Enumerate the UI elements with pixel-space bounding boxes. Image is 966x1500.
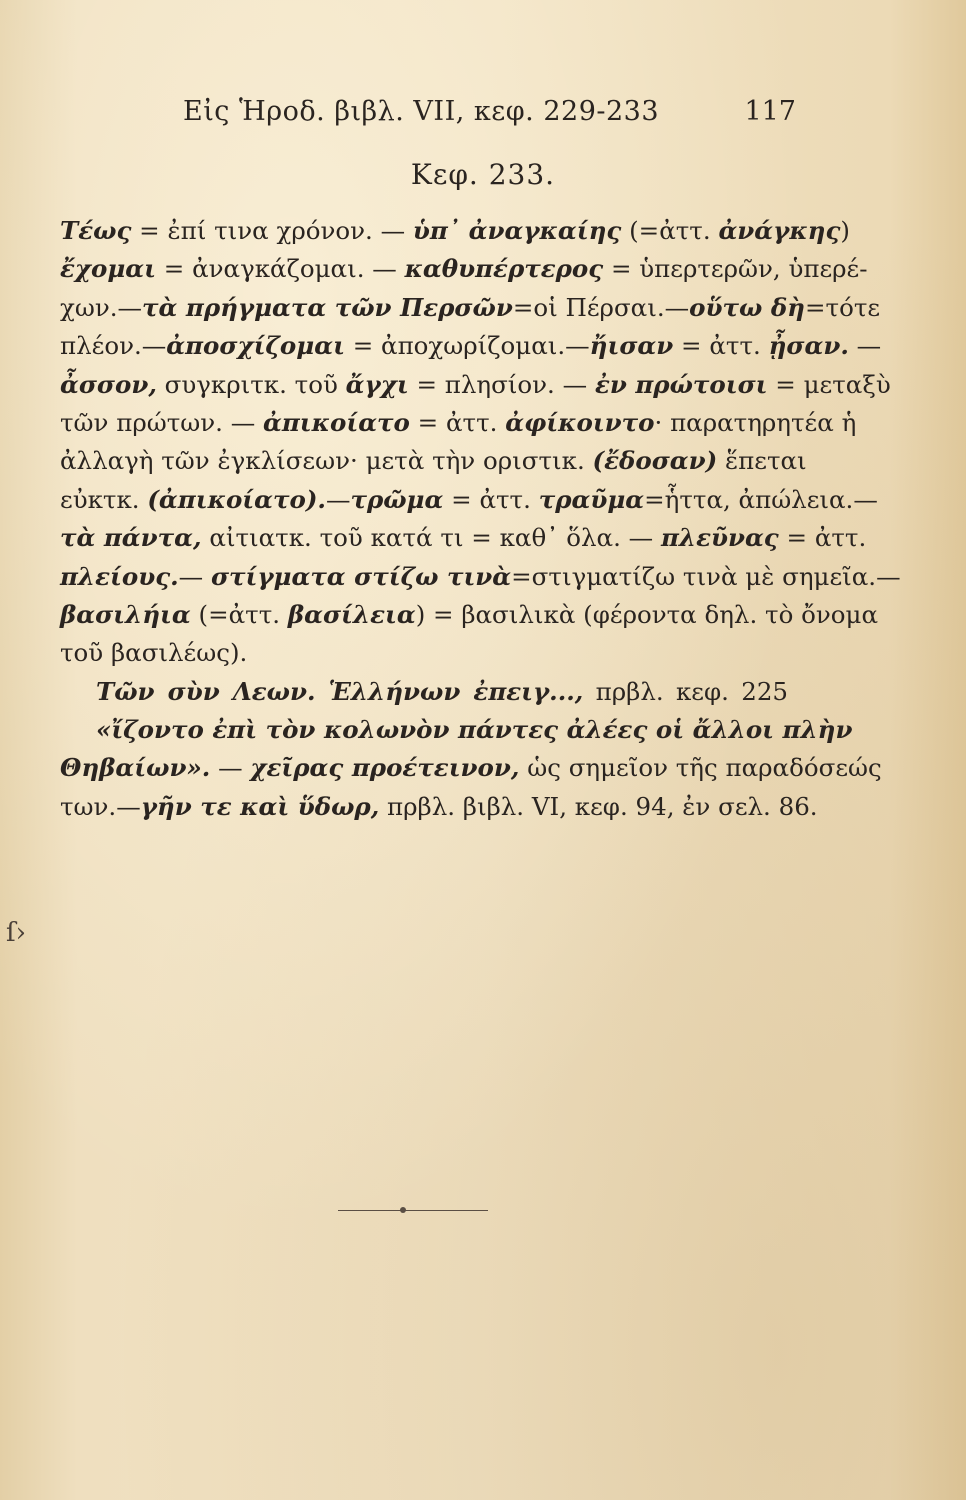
lemma-term: οὕτω δὴ <box>689 292 805 322</box>
gloss-text: ) <box>840 216 850 245</box>
lemma-term: τρῶμα <box>350 484 444 514</box>
lemma-term: (ἀπικοίατο). <box>147 484 326 514</box>
gloss-text: = πλησίον. — <box>408 369 595 399</box>
text-line <box>60 404 857 442</box>
lemma-term: ἀνάγκης <box>718 216 841 245</box>
lemma-term: πλεῦνας <box>660 523 779 553</box>
lemma-term: «ἴζοντο ἐπὶ τὸν κολωνὸν πάντες ἀλέες οἱ ἄλλοι πλὴν <box>96 715 853 745</box>
lemma-term: τὰ πάντα, <box>60 523 202 553</box>
lemma-term: Τῶν σὺν Λεων. Ἑλλήνων ἐπειγ..., <box>96 676 584 706</box>
page-number: 117 <box>744 96 796 127</box>
gloss-text: ) = βασιλικὰ (φέροντα δηλ. τὸ ὄνομα <box>415 599 878 629</box>
gloss-text: εὐκτκ. <box>60 484 148 514</box>
text-line <box>60 673 788 711</box>
lemma-term: τραῦμα <box>538 484 645 514</box>
gloss-text: ὡς σημεῖον τῆς παραδόσεώς <box>519 753 882 783</box>
gloss-text: = ἀττ. <box>673 331 769 361</box>
lemma-term: τὰ πρήγματα τῶν Περσῶν <box>142 292 513 322</box>
gloss-text: = ἀποχωρίζομαι.— <box>344 331 590 361</box>
commentary-text <box>60 212 901 826</box>
lemma-term: ᾖσαν. <box>768 331 849 361</box>
gloss-text: τῶν πρώτων. — <box>60 407 263 437</box>
gloss-text: = ἐπί τινα χρόνον. — <box>131 216 413 245</box>
lemma-term: ἐν πρώτοισι <box>594 369 768 399</box>
end-divider <box>338 1210 488 1211</box>
lemma-term: Τέως <box>60 216 132 245</box>
text-line <box>60 289 881 327</box>
text-line <box>60 711 853 749</box>
text-line <box>60 519 867 557</box>
lemma-term: ἤισαν <box>589 331 674 361</box>
gloss-text: τοῦ βασιλέως). <box>60 638 248 668</box>
text-line <box>60 788 818 826</box>
lemma-term: Θηβαίων». <box>60 753 211 783</box>
gloss-text: = ἀττ. <box>409 407 506 437</box>
gloss-text: χων.— <box>60 292 143 322</box>
gloss-text: = μεταξὺ <box>767 369 891 399</box>
lemma-term: ἀποσχίζομαι <box>166 331 345 361</box>
gloss-text: πλέον.— <box>60 331 167 361</box>
gloss-text: · παρατηρητέα ἡ <box>654 407 857 437</box>
gloss-text: = ἀττ. <box>778 523 867 553</box>
lemma-term: ἄγχι <box>345 369 409 399</box>
lemma-term: ἔχομαι <box>60 254 156 284</box>
lemma-term: βασίλεια <box>287 599 416 629</box>
end-divider-dot <box>400 1207 406 1213</box>
text-line <box>60 366 891 404</box>
margin-mark: ſ› <box>6 918 27 948</box>
text-line <box>60 212 850 250</box>
running-header <box>183 90 796 134</box>
text-line <box>60 749 882 787</box>
text-line <box>60 442 807 480</box>
lemma-term: ἀφίκοιντο <box>505 407 655 437</box>
gloss-text: πρβλ. βιβλ. VI, κεφ. 94, ἐν σελ. 86. <box>379 791 818 821</box>
gloss-text: (=ἀττ. <box>621 216 719 245</box>
text-line <box>60 558 901 596</box>
gloss-text: ἕπεται <box>717 446 807 476</box>
gloss-text: =οἱ Πέρσαι.— <box>512 292 690 322</box>
gloss-text: = ἀττ. <box>443 484 539 514</box>
gloss-text: των.— <box>60 791 141 821</box>
gloss-text: ἀλλαγὴ τῶν ἐγκλίσεων· μετὰ τὴν οριστικ. <box>60 446 593 476</box>
lemma-term: στίγματα στίζω τινὰ <box>210 561 512 591</box>
lemma-term: πλείους. <box>60 561 179 591</box>
lemma-term: χεῖρας προέτεινον, <box>250 753 520 783</box>
gloss-text: =στιγματίζω τινὰ μὲ σημεῖα.— <box>511 561 901 591</box>
lemma-term: βασιλήια <box>60 599 191 629</box>
gloss-text: — <box>178 561 211 591</box>
gloss-text: =ἧττα, ἀπώλεια.— <box>644 484 878 514</box>
lemma-term: καθυπέρτερος <box>404 254 604 284</box>
running-title: Εἰς Ἡροδ. βιβλ. VII, κεφ. 229-233 <box>183 96 660 127</box>
lemma-term: γῆν τε καὶ ὕδωρ, <box>140 791 380 821</box>
gloss-text: — <box>325 484 351 514</box>
text-line <box>60 250 868 288</box>
lemma-term: (ἔδοσαν) <box>592 446 718 476</box>
gloss-text: =τότε <box>804 292 881 322</box>
gloss-text: (=ἀττ. <box>190 599 288 629</box>
chapter-title: Κεφ. 233. <box>410 158 556 191</box>
text-line <box>60 634 788 672</box>
lemma-term: ἀπικοίατο <box>263 407 410 437</box>
gloss-text: — <box>210 753 251 783</box>
text-line <box>60 481 878 519</box>
gloss-text: = ὑπερτερῶν, ὑπερέ- <box>603 254 868 284</box>
gloss-text: συγκριτκ. τοῦ <box>156 369 346 399</box>
text-line <box>60 327 882 365</box>
gloss-text: = ἀναγκάζομαι. — <box>156 254 405 284</box>
gloss-text: πρβλ. κεφ. 225 <box>583 676 789 706</box>
lemma-term: ἆσσον, <box>60 369 157 399</box>
lemma-term: ὑπ᾽ ἀναγκαίης <box>412 216 622 245</box>
text-line <box>60 596 878 634</box>
gloss-text: αἰτιατκ. τοῦ κατά τι = καθ᾽ ὅλα. — <box>201 523 661 553</box>
gloss-text: — <box>848 331 882 361</box>
